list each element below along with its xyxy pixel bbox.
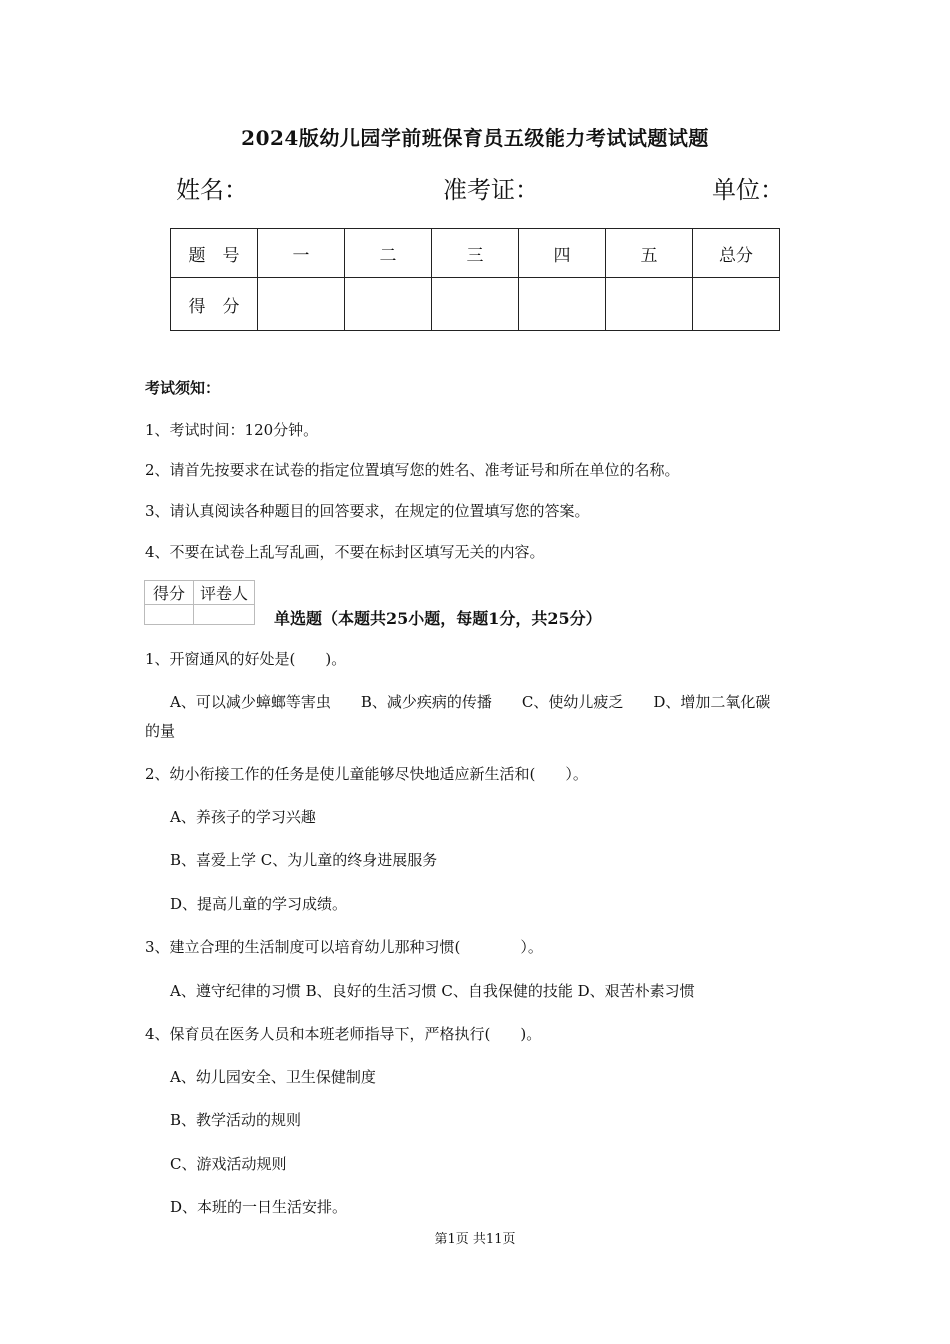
note-item: 4、不要在试卷上乱写乱画，不要在标封区填写无关的内容。 [145,543,545,561]
score-header-cell: 四 [519,229,606,278]
score-input-cell[interactable] [693,278,780,331]
question-options: A、可以减少蟑螂等害虫 B、减少疾病的传播 C、使幼儿疲乏 D、增加二氧化碳 [170,693,771,711]
score-input-cell[interactable] [345,278,432,331]
section-title: 单选题（本题共25小题，每题1分，共25分） [274,609,602,628]
score-table [170,228,780,331]
score-header-cell: 二 [345,229,432,278]
grader-score-label: 得分 [145,581,194,605]
question-option: A、养孩子的学习兴趣 [170,808,316,826]
score-input-cell[interactable] [519,278,606,331]
exam-id-field-label: 准考证： [443,176,539,204]
question-stem: 4、保育员在医务人员和本班老师指导下，严格执行( )。 [145,1025,542,1043]
notes-heading: 考试须知： [145,379,221,397]
score-table-header-row [171,229,780,278]
grader-reviewer-cell[interactable] [194,605,255,625]
question-option: A、幼儿园安全、卫生保健制度 [170,1068,376,1086]
question-option: C、游戏活动规则 [170,1155,287,1173]
unit-field-label: 单位： [712,176,784,204]
question-option: D、本班的一日生活安排。 [170,1198,348,1216]
score-input-cell[interactable] [258,278,345,331]
question-option: A、遵守纪律的习惯 B、良好的生活习惯 C、自我保健的技能 D、艰苦朴素习惯 [170,982,695,1000]
question-stem: 3、建立合理的生活制度可以培育幼儿那种习惯( ）。 [145,938,543,956]
name-field-label: 姓名： [176,176,248,204]
score-header-cell: 三 [432,229,519,278]
grader-reviewer-label: 评卷人 [194,581,255,605]
grader-box [144,580,255,625]
score-input-cell[interactable] [606,278,693,331]
score-table-score-row [171,278,780,331]
question-stem: 2、幼小衔接工作的任务是使儿童能够尽快地适应新生活和( ）。 [145,765,588,783]
score-header-cell: 题 号 [171,229,258,278]
question-stem: 1、开窗通风的好处是( )。 [145,650,347,668]
question-options: 的量 [145,722,176,740]
note-item: 1、考试时间：120分钟。 [145,421,319,439]
document-title: 2024版幼儿园学前班保育员五级能力考试试题试题 [241,126,709,150]
score-input-cell[interactable] [432,278,519,331]
note-item: 3、请认真阅读各种题目的回答要求，在规定的位置填写您的答案。 [145,502,590,520]
score-header-cell: 一 [258,229,345,278]
question-option: B、喜爱上学 C、为儿童的终身进展服务 [170,851,438,869]
grader-score-cell[interactable] [145,605,194,625]
score-header-cell: 五 [606,229,693,278]
question-option: B、教学活动的规则 [170,1111,302,1129]
score-header-cell: 总分 [693,229,780,278]
score-row-label: 得 分 [171,278,258,331]
note-item: 2、请首先按要求在试卷的指定位置填写您的姓名、准考证号和所在单位的名称。 [145,461,680,479]
page-footer: 第1页 共11页 [434,1232,516,1247]
question-option: D、提高儿童的学习成绩。 [170,895,348,913]
